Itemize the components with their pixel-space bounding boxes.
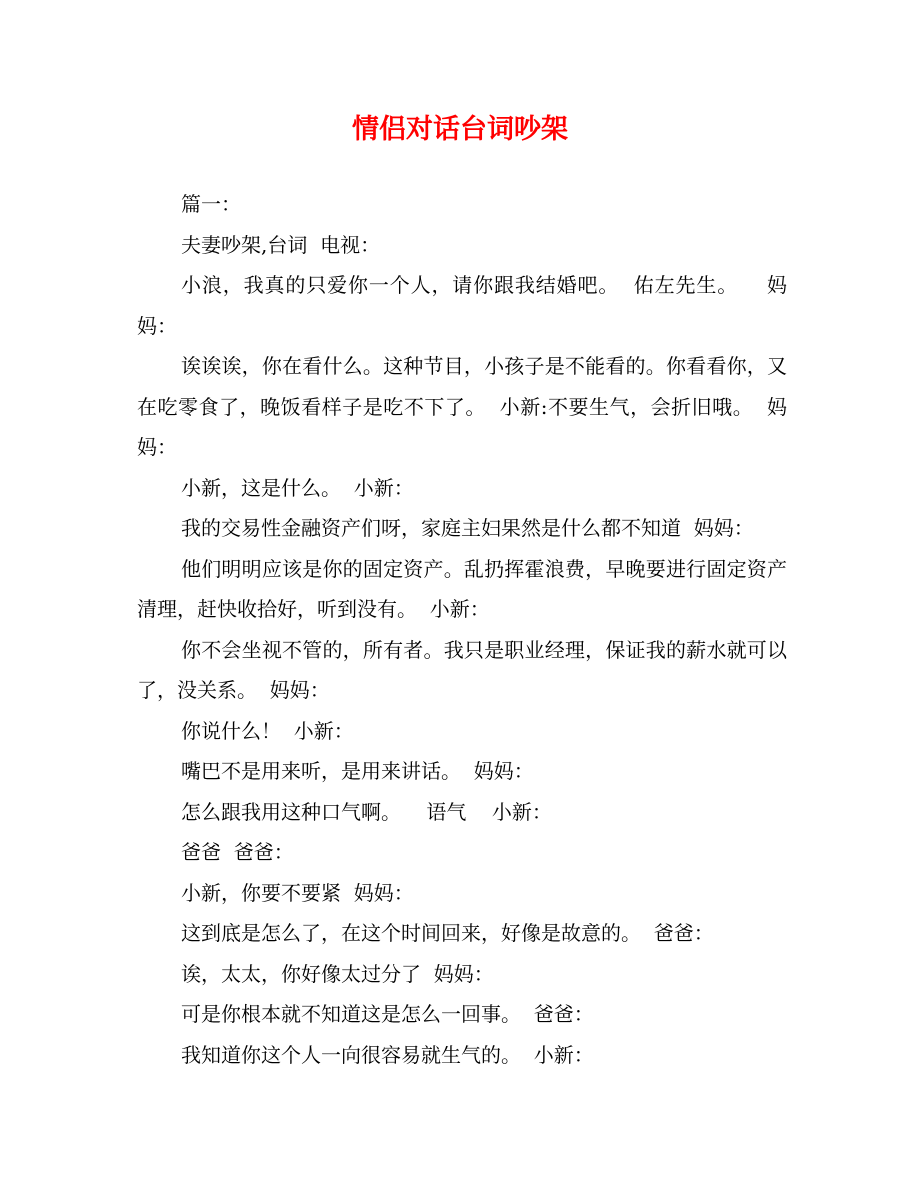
document-body [137,184,787,1075]
document-title: 情侣对话台词吵架 [352,114,568,145]
paragraph: 小浪，我真的只爱你一个人，请你跟我结婚吧。 佑左先生。 妈妈： [137,273,787,338]
paragraph: 小新，这是什么。 小新： [181,475,414,500]
paragraph: 怎么跟我用这种口气啊。 语气 小新： [181,799,552,824]
paragraph: 嘴巴不是用来听，是用来讲话。 妈妈： [181,759,534,783]
paragraph: 这到底是怎么了，在这个时间回来，好像是故意的。 爸爸： [181,921,714,945]
paragraph: 他们明明应该是你的固定资产。乱扔挥霍浪费，早晚要进行固定资产清理，赶快收拾好，听到没有。 小新： [137,556,787,621]
paragraph: 爸爸 爸爸： [181,840,294,864]
paragraph: 诶，太太，你好像太过分了 妈妈： [181,961,494,986]
paragraph: 诶诶诶，你在看什么。这种节目，小孩子是不能看的。你看看你，又在吃零食了，晚饭看样子是吃不下了。 小新:不要生气，会折旧哦。 妈妈： [137,354,787,459]
paragraph: 你说什么！ 小新： [181,718,354,743]
paragraph: 可是你根本就不知道这是怎么一回事。 爸爸： [181,1002,594,1026]
paragraph: 小新，你要不要紧 妈妈： [181,880,414,905]
paragraph: 夫妻吵架,台词 电视： [181,232,381,257]
paragraph: 我的交易性金融资产们呀，家庭主妇果然是什么都不知道 妈妈： [181,516,754,540]
paragraph: 你不会坐视不管的，所有者。我只是职业经理，保证我的薪水就可以了，没关系。 妈妈： [137,637,787,702]
paragraph: 篇一： [181,192,241,216]
paragraph: 我知道你这个人一向很容易就生气的。 小新： [181,1042,594,1067]
